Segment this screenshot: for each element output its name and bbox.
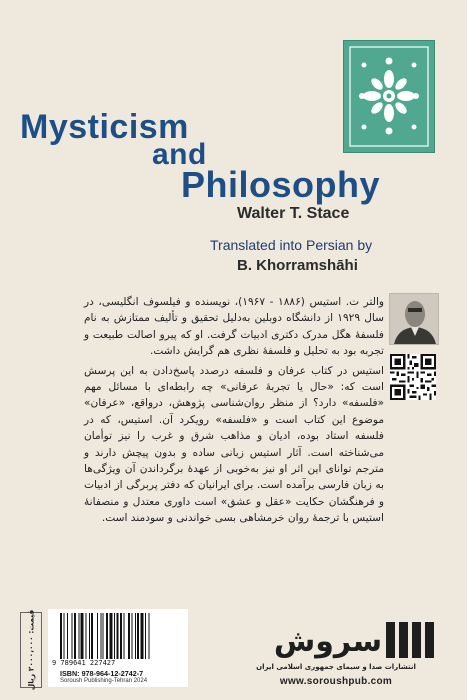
description-text	[84, 294, 384, 530]
author-name: Walter T. Stace	[237, 205, 350, 222]
book-title-line-2: and	[152, 138, 207, 171]
barcode-bars	[58, 613, 178, 659]
price-text: قیمت: ۲۰۰۰،۰۰۰ ریال	[26, 609, 36, 691]
qr-code-icon	[390, 354, 436, 400]
translated-label: Translated into Persian by	[210, 237, 373, 253]
book-title-line-3: Philosophy	[181, 164, 381, 205]
imprint-text: Soroush Publishing-Tehran 2024	[60, 678, 148, 684]
author-photo	[389, 293, 439, 345]
isbn-text: ISBN: 978-964-12-2742-7	[60, 669, 144, 678]
description-paragraph-2: استیس در کتاب عرفان و فلسفه درصدد پاسخ‌دادن به این پرسش است که: «حال یا تجربهٔ عرفانی» چه رابطه‌ای با مسائل مهم «فلسفه» دارد؟ از منظر روان‌شناسی پژوهش، درواقع، «عرفان» موضوع این کتاب است و «فلسفه» رویکرد آن. استیس، که در فلسفه استاد بوده، ادیان و مذاهب شرق و غرب را نیز توأمان می‌شناخته است. آثار استیس زبانی ساده و بدون پیچش دارند و مترجم توانای این اثر او نیز به‌خوبی از عهدهٔ برگرداندن آن ویژگی‌ها به زبان فارسی برآمده است. برای ایرانیان که دفتر پربرگی از ادبیات و فرهنگشان حکایت «عقل و عشق» است داوری معتدل و منصفانهٔ استیس با ترجمهٔ روان خرمشاهی بسی خواندنی و سودمند است.	[84, 364, 384, 525]
price-label	[20, 609, 42, 691]
book-title-line-1: Mysticism	[20, 108, 189, 146]
publisher-name: انتشارات صدا و سیمای جمهوری اسلامی ایران	[256, 663, 416, 671]
barcode-digits: 9 789641 227427	[52, 659, 116, 667]
barcode-icon	[48, 609, 188, 687]
publisher-url: www.soroushpub.com	[279, 676, 393, 687]
publisher-logo-text: سروش	[273, 624, 383, 659]
description-paragraph-1: والتر ت. استیس (۱۸۸۶ - ۱۹۶۷)، نویسنده و فیلسوف انگلیسی، در سال ۱۹۲۹ از دانشگاه دوبلین به‌دلیل تحقیق و تألیف ممتازش به نام فلسفهٔ هگل مدرک دکتری ادبیات گرفت. او که پیرو اصالت طبیعت و تجربه بود به تحلیل و فلسفهٔ نظری هم گرایش داشت.	[84, 296, 385, 358]
floral-ornament-icon	[343, 40, 435, 153]
soroush-logo-icon	[236, 618, 436, 662]
translator-name: B. Khorramshāhi	[237, 257, 358, 274]
